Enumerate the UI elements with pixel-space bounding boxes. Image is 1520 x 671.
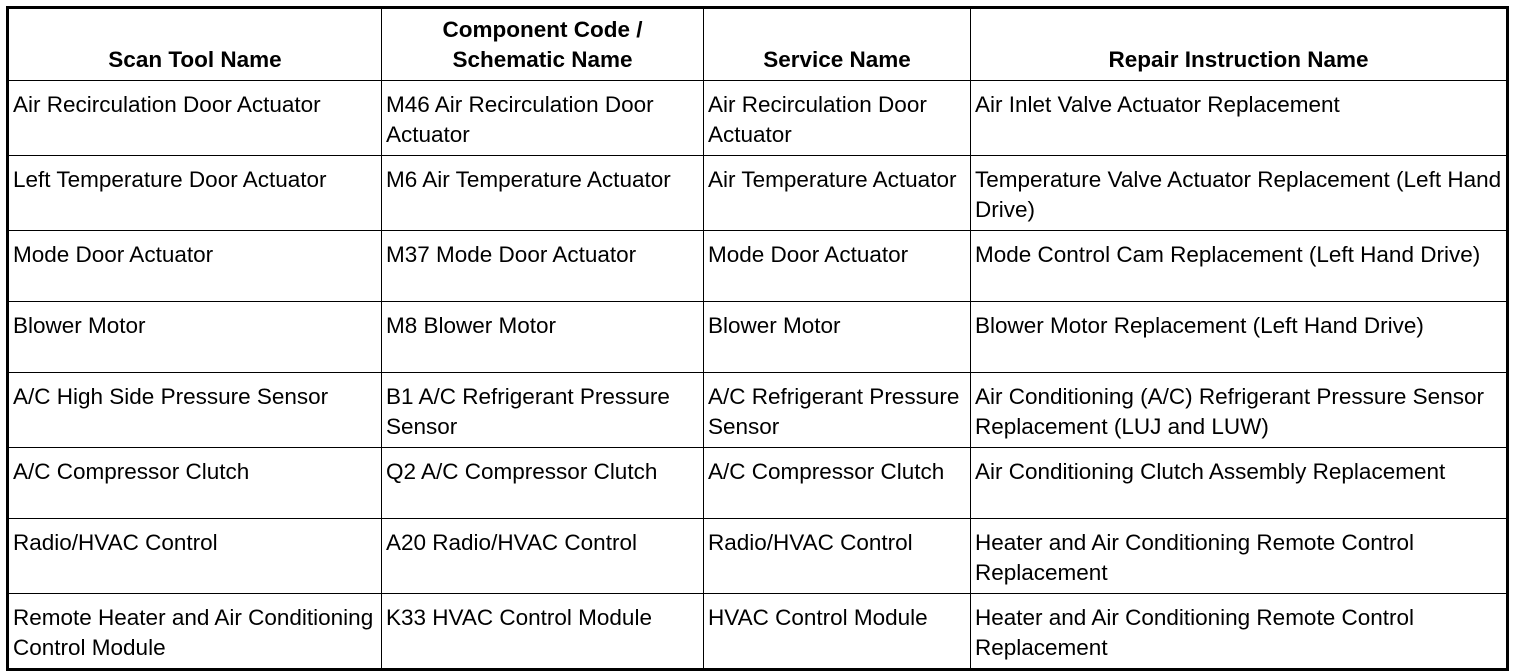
cell-service-name: A/C Compressor Clutch — [704, 448, 971, 519]
table-row — [8, 594, 1508, 670]
cell-service-name: Air Recirculation Door Actuator — [704, 81, 971, 156]
cell-service-name: Air Temperature Actuator — [704, 156, 971, 231]
header-repair-instruction-name: Repair Instruction Name — [971, 8, 1508, 81]
cell-service-name: Blower Motor — [704, 302, 971, 373]
cell-repair-instruction: Heater and Air Conditioning Remote Control Replacement — [971, 594, 1508, 670]
cell-service-name: HVAC Control Module — [704, 594, 971, 670]
table-row — [8, 231, 1508, 302]
table-row — [8, 373, 1508, 448]
header-row — [8, 8, 1508, 81]
cell-scan-tool-name: Mode Door Actuator — [8, 231, 382, 302]
table-row — [8, 448, 1508, 519]
table-row — [8, 519, 1508, 594]
cell-repair-instruction: Temperature Valve Actuator Replacement (Left Hand Drive) — [971, 156, 1508, 231]
cell-component-code: B1 A/C Refrigerant Pressure Sensor — [382, 373, 704, 448]
cell-scan-tool-name: Left Temperature Door Actuator — [8, 156, 382, 231]
cell-service-name: Radio/HVAC Control — [704, 519, 971, 594]
cell-scan-tool-name: Radio/HVAC Control — [8, 519, 382, 594]
table-row — [8, 302, 1508, 373]
cell-scan-tool-name: Remote Heater and Air Conditioning Control Module — [8, 594, 382, 670]
cell-component-code: Q2 A/C Compressor Clutch — [382, 448, 704, 519]
cell-component-code: M6 Air Temperature Actuator — [382, 156, 704, 231]
header-scan-tool-name: Scan Tool Name — [8, 8, 382, 81]
cell-component-code: M46 Air Recirculation Door Actuator — [382, 81, 704, 156]
cell-service-name: A/C Refrigerant Pressure Sensor — [704, 373, 971, 448]
cell-repair-instruction: Blower Motor Replacement (Left Hand Drive) — [971, 302, 1508, 373]
cell-component-code: M37 Mode Door Actuator — [382, 231, 704, 302]
header-component-code: Component Code / Schematic Name — [382, 8, 704, 81]
table-row — [8, 81, 1508, 156]
cell-component-code: M8 Blower Motor — [382, 302, 704, 373]
cell-component-code: K33 HVAC Control Module — [382, 594, 704, 670]
cell-repair-instruction: Air Conditioning (A/C) Refrigerant Pressure Sensor Replacement (LUJ and LUW) — [971, 373, 1508, 448]
cell-scan-tool-name: A/C Compressor Clutch — [8, 448, 382, 519]
table-row — [8, 156, 1508, 231]
component-name-table — [6, 6, 1509, 671]
cell-service-name: Mode Door Actuator — [704, 231, 971, 302]
cell-component-code: A20 Radio/HVAC Control — [382, 519, 704, 594]
cell-scan-tool-name: A/C High Side Pressure Sensor — [8, 373, 382, 448]
cell-repair-instruction: Air Conditioning Clutch Assembly Replacement — [971, 448, 1508, 519]
cell-repair-instruction: Heater and Air Conditioning Remote Control Replacement — [971, 519, 1508, 594]
cell-repair-instruction: Mode Control Cam Replacement (Left Hand Drive) — [971, 231, 1508, 302]
table-body — [8, 81, 1508, 670]
table-header — [8, 8, 1508, 81]
cell-scan-tool-name: Blower Motor — [8, 302, 382, 373]
header-service-name: Service Name — [704, 8, 971, 81]
cell-scan-tool-name: Air Recirculation Door Actuator — [8, 81, 382, 156]
cell-repair-instruction: Air Inlet Valve Actuator Replacement — [971, 81, 1508, 156]
